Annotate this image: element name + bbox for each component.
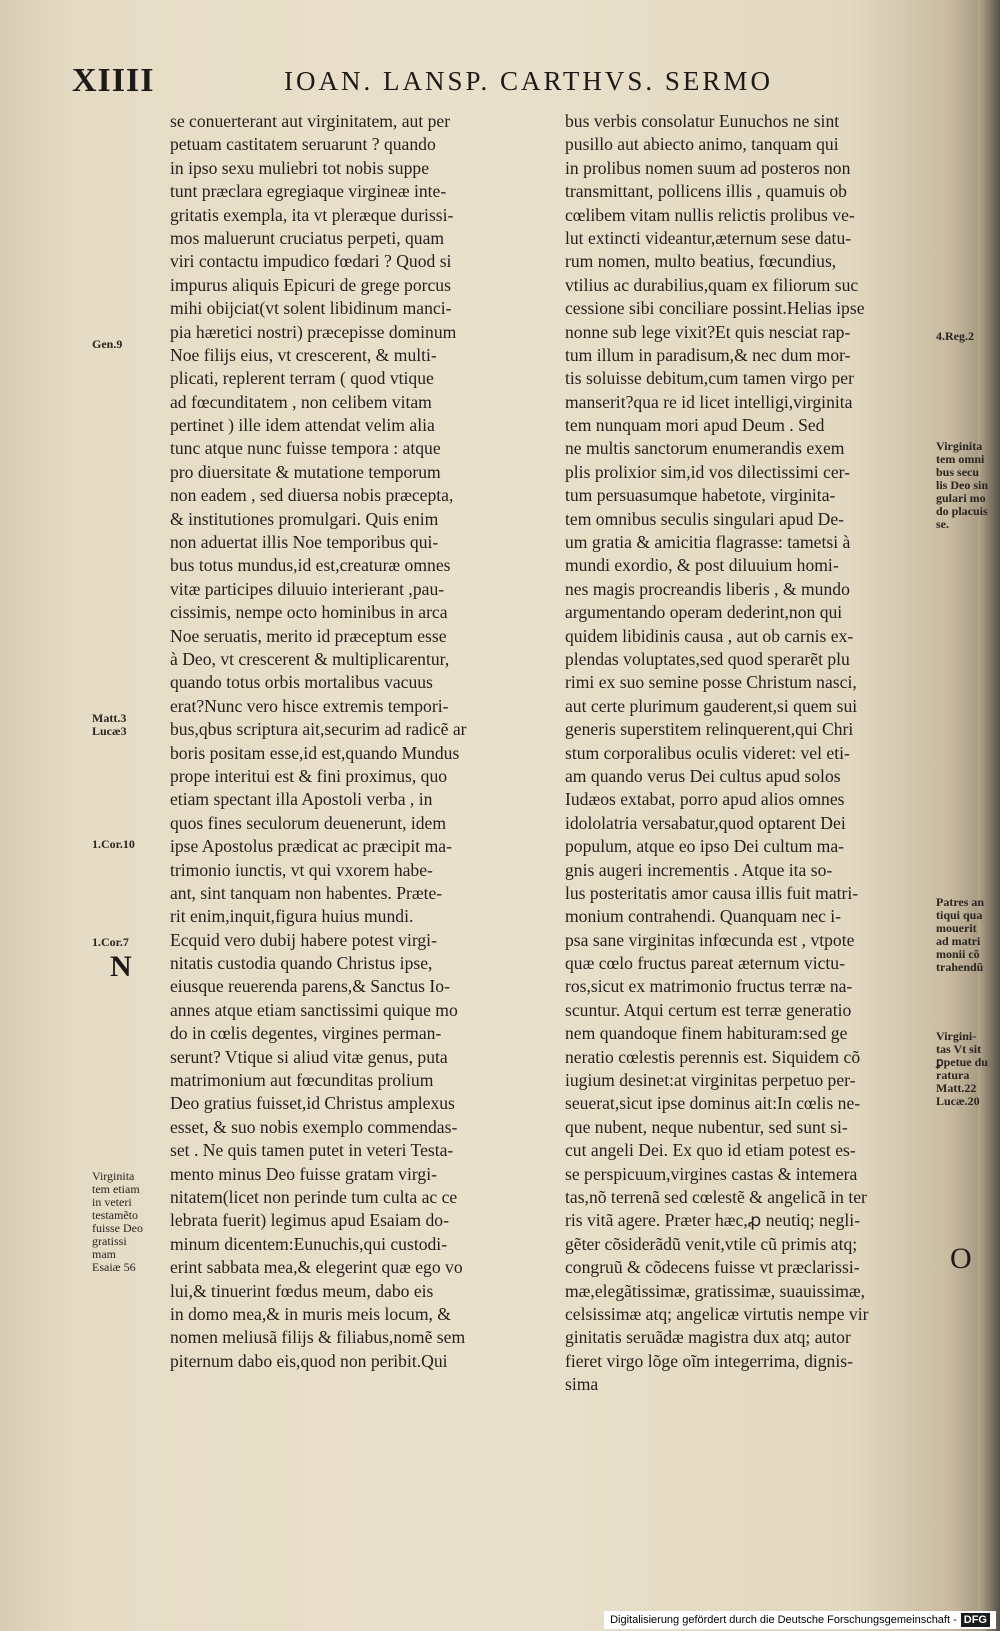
digitization-footer [604, 1611, 996, 1629]
text-line: ad fœcunditatem , non celibem vitam [170, 391, 432, 412]
text-line: ginitatis seruãdæ magistra dux atq; autor [565, 1327, 851, 1348]
dfg-logo: DFG [961, 1613, 990, 1627]
text-line: lebrata fuerit) legimus apud Esaiam do- [170, 1210, 449, 1231]
text-line: gulari mo [936, 491, 986, 505]
text-line: trimonio iunctis, vt qui vxorem habe- [170, 859, 433, 880]
text-line: etiam spectant illa Apostoli verba , in [170, 789, 433, 810]
text-line: bus secu [936, 465, 980, 479]
text-line: 1.Cor.10 [92, 837, 135, 851]
text-line: serunt? Vtique si aliud vitæ genus, puta [170, 1046, 448, 1067]
text-line: prope interitui est & fini proximus, quo [170, 765, 448, 786]
text-line: ad matri [936, 934, 981, 948]
text-line: am quando verus Dei cultus apud solos [565, 765, 841, 786]
text-line: esset, & suo nobis exemplo commendas- [170, 1116, 458, 1137]
text-line: nes magis procreandis liberis , & mundo [565, 578, 850, 599]
initial-letter-n: N [110, 950, 132, 983]
text-line: mundi exordio, & post diluuium homi- [565, 555, 839, 576]
text-line: in veteri [92, 1195, 132, 1209]
page-edge [978, 0, 1000, 1631]
text-line: generis superstitem relinquerent,qui Chri [565, 719, 854, 740]
text-line: quæ cœlo fructus pareat æternum victu- [565, 953, 845, 974]
text-line: trahendũ [936, 960, 984, 974]
text-line: minum dicentem:Eunuchis,qui custodi- [170, 1233, 448, 1254]
text-line: tum persuasumque habetote, virginita- [565, 485, 836, 506]
text-line: nitatis custodia quando Christus ipse, [170, 953, 433, 974]
margin-note-reg [936, 330, 974, 343]
text-line: cessione sibi conciliare possint.Helias ipse [565, 298, 865, 319]
text-line: celsissimæ atq; angelicæ virtutis nempe vir [565, 1303, 869, 1324]
text-line: rit enim,inquit,figura huius mundi. [170, 906, 414, 927]
text-line: matrimonium aut fœcunditas prolium [170, 1070, 434, 1091]
text-line: Virginita [92, 1169, 135, 1183]
text-line: lus posteritatis amor causa illis fuit matri- [565, 882, 859, 903]
text-line: plendas voluptates,sed quod sperarẽt plu [565, 648, 850, 669]
text-line: Lucæ.20 [936, 1094, 980, 1108]
text-line: ratura [936, 1068, 970, 1082]
text-line: erat?Nunc vero hisce extremis tempori- [170, 695, 449, 716]
text-line: cissimis, nempe octo hominibus in arca [170, 602, 448, 623]
initial-letter-o: O [950, 1242, 972, 1275]
text-line: Patres an [936, 895, 985, 909]
margin-note-matt [92, 712, 127, 738]
text-line: que nubent, neque nubentur, sed sunt si- [565, 1116, 848, 1137]
text-line: Gen.9 [92, 337, 123, 351]
text-line: sima [565, 1374, 599, 1395]
text-line: à Deo, vt crescerent & multiplicarentur, [170, 648, 450, 669]
text-line: se. [936, 517, 949, 531]
text-line: quidem libidinis causa , aut ob carnis ex- [565, 625, 854, 646]
text-line: plicati, replerent terram ( quod vtique [170, 368, 434, 389]
text-line: & institutiones promulgari. Quis enim [170, 508, 439, 529]
text-line: erint sabbata mea,& elegerint quæ ego vo [170, 1257, 463, 1278]
text-line: tiqui qua [936, 908, 983, 922]
text-line: um gratia & amicitia flagrasse: tametsi à [565, 532, 851, 553]
text-line: annes atque etiam sanctissimi quique mo [170, 999, 458, 1020]
text-line: bus totus mundus,id est,creaturæ omnes [170, 555, 451, 576]
text-line: populum, atque eo ipso Dei cultum ma- [565, 836, 845, 857]
text-line: mos maluerunt cruciatus perpeti, quam [170, 227, 445, 248]
left-column [170, 110, 540, 1373]
text-line: Iudæos extabat, porro apud alios omnes [565, 789, 845, 810]
text-line: rum nomen, multo beatius, fœcundius, [565, 251, 837, 272]
text-line: non eadem , sed diuersa nobis præcepta, [170, 485, 454, 506]
text-line: se perspicuum,virgines castas & intemera [565, 1163, 858, 1184]
text-line: impurus aliquis Epicuri de grege porcus [170, 274, 451, 295]
text-line: tis soluisse debitum,cum tamen virgo per [565, 368, 854, 389]
text-line: pro diuersitate & mutatione temporum [170, 461, 441, 482]
text-line: non aduertat illis Noe temporibus qui- [170, 532, 439, 553]
running-head: IOAN. LANSP. CARTHVS. SERMO [284, 66, 773, 96]
text-line: transmittant, pollicens illis , quamuis ob [565, 181, 847, 202]
folio-number: XIIII [72, 62, 155, 99]
text-line: mento minus Deo fuisse gratam virgi- [170, 1163, 437, 1184]
text-line: fieret virgo lõge oĩm integerrima, dignis- [565, 1350, 853, 1371]
text-line: nitatem(licet non perinde tum culta ac ce [170, 1186, 458, 1207]
text-line: ne multis sanctorum enumerandis exem [565, 438, 845, 459]
text-line: se conuerterant aut virginitatem, aut per [170, 111, 451, 131]
text-line: set . Ne quis tamen putet in veteri Testa- [170, 1140, 454, 1161]
text-line: Esaiæ 56 [92, 1260, 136, 1274]
text-line: tum illum in paradisum,& nec dum mor- [565, 344, 851, 365]
margin-note-cor-b [92, 936, 129, 949]
text-line: argumentando operam dederint,non qui [565, 602, 843, 623]
margin-note-virginitatem-omni [936, 440, 988, 531]
text-line: tem nunquam mori apud Deum . Sed [565, 415, 825, 436]
text-line: petuam castitatem seruarunt ? quando [170, 134, 436, 155]
text-line: gratissi [92, 1234, 127, 1248]
text-line: seuerat,sicut ipse dominus ait:In cœlis ne- [565, 1093, 861, 1114]
text-line: gritatis exempla, ita vt pleræque durissi- [170, 204, 454, 225]
text-line: boris positam esse,id est,quando Mundus [170, 742, 460, 763]
text-line: lis Deo sin [936, 478, 989, 492]
text-line: bus,qbus scriptura ait,securim ad radicẽ ar [170, 719, 467, 740]
text-line: mihi obijciat(vt solent libidinum manci- [170, 298, 452, 319]
text-line: nem quandoque finem habituram:sed ge [565, 1023, 848, 1044]
text-line: gẽter cõsiderãdũ venit,vtile cũ primis atq; [565, 1233, 858, 1254]
text-line: pertinet ) ille idem attendat velim alia [170, 415, 435, 436]
text-line: in ipso sexu muliebri tot nobis suppe [170, 157, 430, 178]
text-line: viri contactu impudico fœdari ? Quod si [170, 251, 452, 272]
text-line: in prolibus nomen suum ad posteros non [565, 157, 851, 178]
text-line: tunt præclara egregiaque virgineæ inte- [170, 181, 447, 202]
text-line: manserit?qua re id licet intelligi,virginita [565, 391, 853, 412]
text-line: plis prolixior sim,id vos dilectissimi cer- [565, 461, 851, 482]
page-header [72, 62, 932, 102]
right-column [565, 110, 930, 1396]
text-line: aut certe plurimum gauderent,si quem sui [565, 695, 858, 716]
text-line: iugium desinet:at virginitas perpetuo per- [565, 1070, 856, 1091]
text-line: congruũ & cõdecens fuisse vt præclarissi- [565, 1257, 860, 1278]
text-line: neratio cœlestis perennis est. Siquidem cõ [565, 1046, 861, 1067]
text-line: ros,sicut ex matrimonio fructus terræ na- [565, 976, 853, 997]
text-line: cœlibem vitam nullis relictis prolibus ve- [565, 204, 855, 225]
text-line: Noe seruatis, merito id præceptum esse [170, 625, 447, 646]
text-line: nonne sub lege vixit?Et quis nesciat rap- [565, 321, 851, 342]
text-line: Virginita [936, 439, 983, 453]
text-line: pia hæretici nostri) præcepisse dominum [170, 321, 457, 342]
text-line: Deo gratius fuisset,id Christus amplexus [170, 1093, 455, 1114]
margin-note-virginitas [936, 1030, 988, 1108]
text-line: lut extincti videantur,æternum sese datu- [565, 227, 852, 248]
text-line: do in cœlis degentes, virgines perman- [170, 1023, 442, 1044]
text-line: 1.Cor.7 [92, 935, 129, 949]
text-line: Lucæ3 [92, 724, 127, 738]
margin-note-virginitatem [92, 1170, 143, 1274]
text-line: cut angeli Dei. Ex quo id etiam potest es- [565, 1140, 856, 1161]
text-line: tem omnibus seculis singulari apud De- [565, 508, 845, 529]
text-line: quando totus orbis mortalibus vacuus [170, 672, 433, 693]
text-line: 4.Reg.2 [936, 329, 974, 343]
text-line: idololatria versabatur,quod optarent Dei [565, 812, 846, 833]
text-line: piternum dabo eis,quod non peribit.Qui [170, 1350, 448, 1371]
text-line: vitæ participes diluuio interierant ,pau- [170, 578, 445, 599]
text-line: pusillo aut abiecto animo, tanquam qui [565, 134, 839, 155]
text-line: gnis augeri incrementis . Atque ita so- [565, 859, 833, 880]
text-line: ꝑpetue du [936, 1055, 988, 1069]
text-line: scuntur. Atqui certum est terræ generatio [565, 999, 852, 1020]
text-line: tem omni [936, 452, 985, 466]
text-line: vtilius ac durabilius,quam ex filiorum suc [565, 274, 859, 295]
text-line: tem etiam [92, 1182, 140, 1196]
text-line: monium contrahendi. Quanquam nec i- [565, 906, 842, 927]
text-line: Noe filijs eius, vt crescerent, & multi- [170, 344, 437, 365]
text-line: Ecquid vero dubij habere potest virgi- [170, 929, 437, 950]
text-line: ris vitã agere. Præter hæc,ꝓ neutiq; negli- [565, 1210, 861, 1231]
text-line: do placuis [936, 504, 988, 518]
text-line: eiusque reuerenda parens,& Sanctus Io- [170, 976, 450, 997]
text-line: mouerit [936, 921, 977, 935]
text-line: Matt.3 [92, 711, 127, 725]
margin-note-patres [936, 896, 984, 974]
text-line: quos fines seculorum deuenerunt, idem [170, 812, 447, 833]
text-line: ipse Apostolus prædicat ac præcipit ma- [170, 836, 452, 857]
text-line: lui,& tinuerint fœdus meum, dabo eis [170, 1280, 434, 1301]
text-line: in domo mea,& in muris meis locum, & [170, 1303, 451, 1324]
text-line: testamẽto [92, 1208, 138, 1222]
text-line: mam [92, 1247, 116, 1261]
text-line: nomen meliusã filijs & filiabus,nomẽ sem [170, 1327, 466, 1348]
margin-note-gen [92, 338, 122, 351]
text-line: tas Vt sit [936, 1042, 982, 1056]
text-line: Virgini- [936, 1029, 977, 1043]
text-line: monii cõ [936, 947, 980, 961]
text-line: ant, sint tanquam non habentes. Præte- [170, 882, 443, 903]
text-line: bus verbis consolatur Eunuchos ne sint [565, 111, 840, 131]
margin-note-cor-a [92, 838, 135, 851]
text-line: tas,nõ terrenã sed cœlestẽ & angelicã in ter [565, 1186, 867, 1207]
text-line: tunc atque nunc fuisse tempora : atque [170, 438, 441, 459]
text-line: psa sane virginitas infœcunda est , vtpote [565, 929, 855, 950]
text-line: stum corporalibus oculis videret: vel eti- [565, 742, 850, 763]
text-line: fuisse Deo [92, 1221, 143, 1235]
text-line: mæ,elegãtissimæ, gratissimæ, suauissimæ, [565, 1280, 866, 1301]
footer-text: Digitalisierung gefördert durch die Deutsche Forschungsgemeinschaft - [610, 1614, 957, 1626]
text-line: Matt.22 [936, 1081, 977, 1095]
text-line: rimi ex suo semine posse Christum nasci, [565, 672, 857, 693]
